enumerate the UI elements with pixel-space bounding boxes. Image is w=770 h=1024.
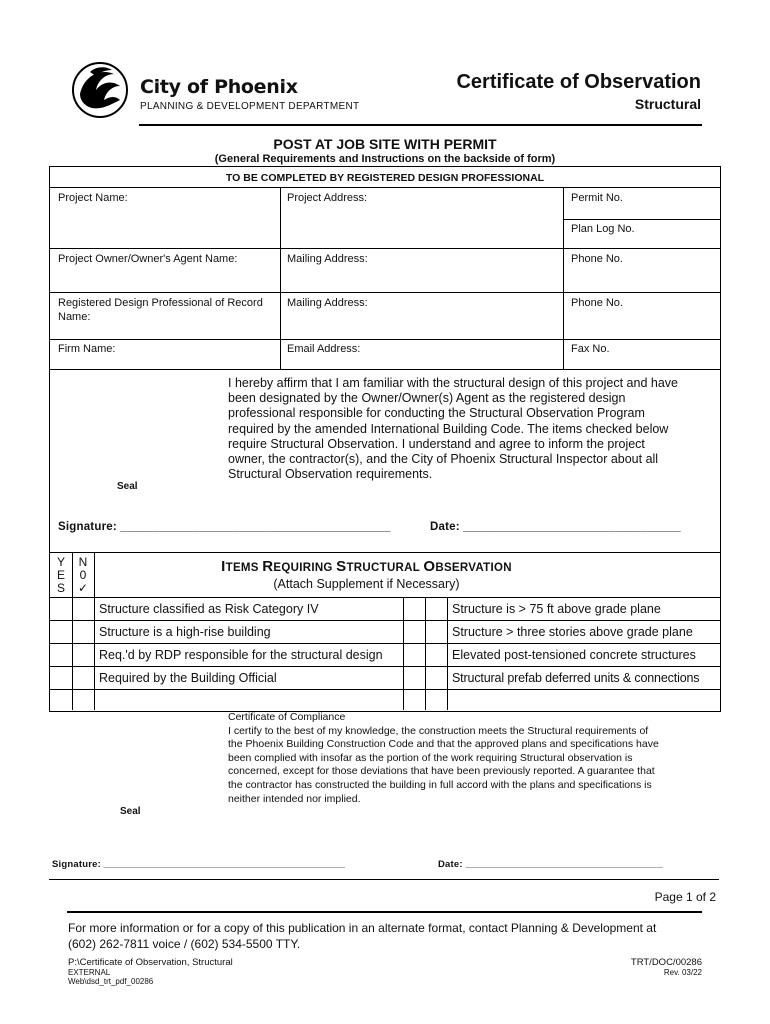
affirmation-line: I hereby affirm that I am familiar with the structural design of this project and have (228, 376, 678, 390)
affirmation-line: owner, the contractor(s), and the City of Phoenix Structural Inspector about all (228, 452, 659, 467)
document-subtitle: Structural (634, 96, 701, 112)
permit-no-field[interactable]: Permit No. (571, 192, 623, 204)
compliance-line: concerned, except for those deviations that have been previously reported. A guarantee that (228, 765, 655, 778)
seal-label: Seal (117, 481, 138, 492)
no-column-header (72, 556, 94, 595)
project-address-field[interactable]: Project Address: (287, 192, 368, 204)
contact-info (68, 920, 656, 952)
affirmation-text (228, 376, 718, 482)
item-right: Structure is > 75 ft above grade plane (452, 602, 661, 616)
no-letter: N (78, 555, 88, 569)
item-right: Structure > three stories above grade plane (452, 625, 693, 639)
file-path: P:\Certificate of Observation, Structural (68, 957, 233, 968)
compliance-seal-label: Seal (120, 806, 141, 817)
department-name: PLANNING & DEVELOPMENT DEPARTMENT (140, 101, 360, 112)
plan-log-no-field[interactable]: Plan Log No. (571, 223, 635, 235)
yes-checkbox[interactable] (51, 598, 72, 620)
compliance-line: the Phoenix Building Construction Code and that the approved plans and specifications have (228, 738, 659, 751)
yes-column-header (50, 556, 72, 595)
compliance-text (228, 711, 720, 806)
compliance-line: I certify to the best of my knowledge, the construction meets the Structural requirements of (228, 724, 649, 737)
item-left: Structure is a high-rise building (99, 625, 271, 639)
fax-no-field[interactable]: Fax No. (571, 343, 610, 355)
items-title: ITEMS REQUIRING STRUCTURAL OBSERVATION (221, 558, 512, 575)
rdp-phone-field[interactable]: Phone No. (571, 297, 623, 309)
compliance-title: Certificate of Compliance (228, 711, 346, 723)
page-number: Page 1 of 2 (654, 890, 716, 904)
affirmation-line: Structural Observation requirements. (228, 467, 433, 482)
external-label: EXTERNAL (68, 968, 111, 977)
affirmation-line: require Structural Observation. I understand and agree to inform the project (228, 436, 645, 451)
item-right: Structural prefab deferred units & connections (452, 671, 700, 685)
compliance-signature-line[interactable]: Signature: ____________________________________________ (52, 859, 346, 870)
city-logo (70, 60, 130, 120)
no-checkbox[interactable] (73, 598, 94, 620)
affirmation-line: professional responsible for conducting the Structural Observation Program (228, 406, 645, 421)
rdp-name-label[interactable] (58, 297, 280, 323)
affirmation-line: required by the amended International Building Code. The items checked below (228, 421, 669, 436)
rdp-name-line1: Registered Design Professional of Record (58, 297, 263, 309)
footer-rule (67, 911, 702, 913)
header-rule (139, 124, 702, 126)
yes-letter: E (56, 568, 65, 582)
document-code: TRT/DOC/00286 (630, 957, 702, 968)
project-name-field[interactable]: Project Name: (58, 192, 128, 204)
compliance-line: the contractor has constructed the building in full accord with the plans and specifications is (228, 778, 652, 791)
document-title: Certificate of Observation (456, 71, 701, 93)
section-header: TO BE COMPLETED BY REGISTERED DESIGN PROFESSIONAL (225, 172, 545, 184)
rdp-name-line2: Name: (58, 311, 91, 323)
compliance-line: neither intended nor implied. (228, 792, 361, 805)
revision-date: Rev. 03/22 (663, 968, 702, 977)
yes-letter: Y (56, 555, 65, 569)
contact-line: For more information or for a copy of this publication in an alternate format, contact Planning & Development at (68, 921, 657, 935)
contact-line: (602) 262-7811 voice / (602) 534-5500 TTY. (68, 937, 301, 951)
compliance-date-line[interactable]: Date: ____________________________________ (438, 859, 663, 870)
owner-phone-field[interactable]: Phone No. (571, 253, 623, 265)
compliance-line: been complied with insofar as the portion of the work requiring Structural observation is (228, 751, 633, 764)
item-left: Structure classified as Risk Category IV (99, 602, 319, 616)
owner-mailing-address-field[interactable]: Mailing Address: (287, 253, 368, 265)
check-mark-icon: ✓ (77, 581, 89, 595)
phoenix-bird-icon (70, 60, 130, 120)
signature-line[interactable]: Signature: _________________________________________ (58, 521, 391, 533)
rdp-mailing-address-field[interactable]: Mailing Address: (287, 297, 368, 309)
org-name: City of Phoenix (140, 76, 298, 98)
items-subtitle: (Attach Supplement if Necessary) (273, 577, 460, 591)
date-line[interactable]: Date: _________________________________ (430, 521, 681, 533)
owner-agent-name-field[interactable]: Project Owner/Owner's Agent Name: (58, 253, 238, 265)
general-requirements-note: (General Requirements and Instructions on the backside of form) (214, 153, 556, 165)
email-address-field[interactable]: Email Address: (287, 343, 361, 355)
no-letter: 0 (79, 568, 87, 582)
web-path: Web\dsd_trt_pdf_00286 (68, 977, 154, 986)
affirmation-line: been designated by the Owner/Owner(s) Agent as the registered design (228, 391, 626, 406)
yes-letter: S (56, 581, 65, 595)
post-notice: POST AT JOB SITE WITH PERMIT (273, 136, 497, 152)
item-left: Req.'d by RDP responsible for the structural design (99, 648, 383, 662)
firm-name-field[interactable]: Firm Name: (58, 343, 116, 355)
item-right: Elevated post-tensioned concrete structures (452, 648, 696, 662)
item-left: Required by the Building Official (99, 671, 277, 685)
